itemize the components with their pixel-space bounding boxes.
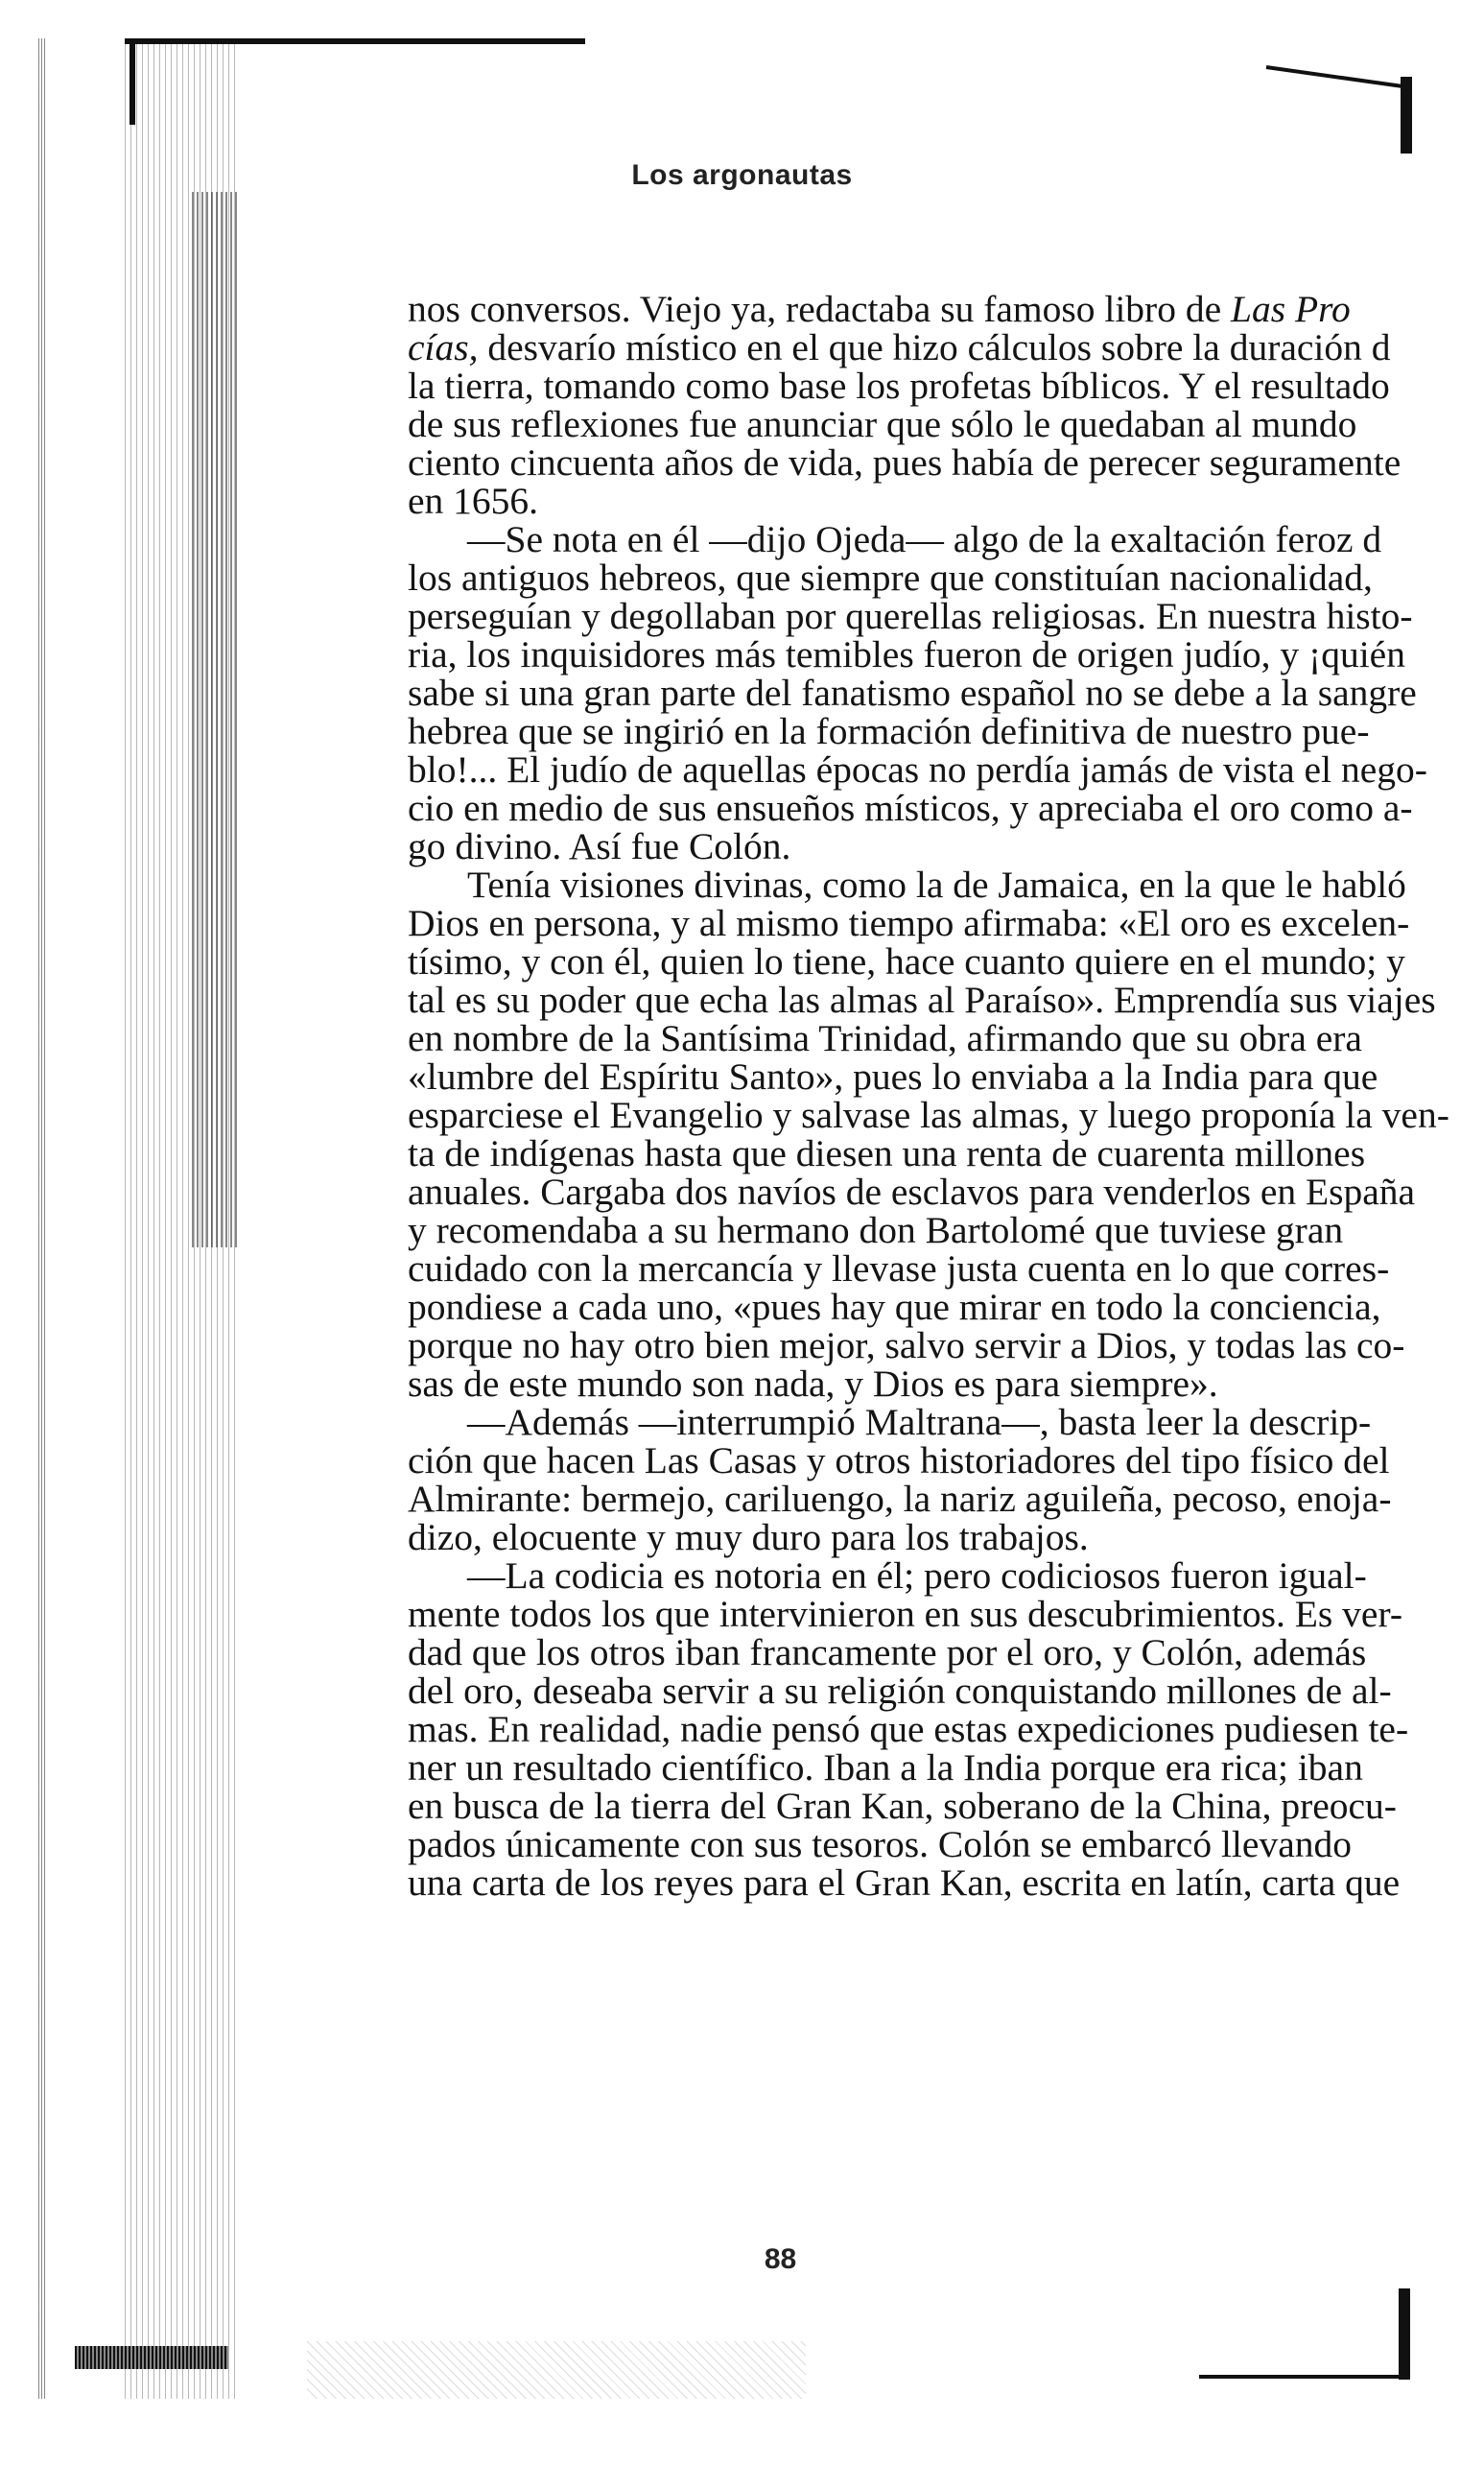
text-line: en nombre de la Santísima Trinidad, afirmando que su obra era xyxy=(408,1017,1362,1059)
text-line: en busca de la tierra del Gran Kan, soberano de la China, preocu- xyxy=(408,1785,1397,1827)
running-header: Los argonautas xyxy=(631,159,853,191)
text-line: sabe si una gran parte del fanatismo español no se debe a la sangre xyxy=(408,672,1417,714)
text-line: blo!... El judío de aquellas épocas no perdía jamás de vista el nego- xyxy=(408,748,1427,791)
book-title-italic: cías, xyxy=(408,326,479,368)
text-line: —Además —interrumpió Maltrana—, basta leer la descrip- xyxy=(467,1401,1372,1443)
text-line: dad que los otros iban francamente por el oro, y Colón, además xyxy=(408,1631,1367,1673)
paragraph xyxy=(408,864,1449,1405)
text-line: porque no hay otro bien mejor, salvo servir a Dios, y todas las co- xyxy=(408,1324,1405,1366)
text-line: ria, los inquisidores más temibles fueron de origen judío, y ¡quién xyxy=(408,633,1405,676)
scan-edge-shadow xyxy=(192,192,240,1247)
page-number: 88 xyxy=(764,2243,797,2275)
text-line: ta de indígenas hasta que diesen una renta de cuarenta millones xyxy=(408,1132,1366,1174)
text-line xyxy=(408,290,1396,328)
text-segment: desvarío místico en el que hizo cálculos sobre la duración d xyxy=(478,326,1391,368)
text-line: —Se nota en él —dijo Ojeda— algo de la exaltación feroz d xyxy=(467,518,1382,560)
text-line: perseguían y degollaban por querellas religiosas. En nuestra histo- xyxy=(408,595,1413,637)
text-line: Tenía visiones divinas, como la de Jamaica, en la que le habló xyxy=(467,864,1406,906)
text-line: en 1656. xyxy=(408,480,539,522)
text-line: ner un resultado científico. Iban a la India porque era rica; iban xyxy=(408,1746,1363,1789)
text-line: de sus reflexiones fue anunciar que sólo le quedaban al mundo xyxy=(408,403,1357,445)
crop-mark-top-right xyxy=(1401,77,1412,154)
crop-mark-top-left xyxy=(125,38,585,44)
scan-noise xyxy=(307,2341,806,2399)
text-line: mas. En realidad, nadie pensó que estas expediciones pudiesen te- xyxy=(408,1708,1409,1750)
text-line: go divino. Así fue Colón. xyxy=(408,825,791,867)
text-line: sas de este mundo son nada, y Dios es para siempre». xyxy=(408,1363,1218,1405)
crop-mark-bottom-right xyxy=(1399,2288,1410,2380)
text-line: Dios en persona, y al mismo tiempo afirmaba: «El oro es excelen- xyxy=(408,902,1410,944)
text-line: mente todos los que intervinieron en sus descubrimientos. Es ver- xyxy=(408,1593,1402,1635)
paragraph xyxy=(408,1403,1396,1556)
text-line: cio en medio de sus ensueños místicos, y apreciaba el oro como a- xyxy=(408,787,1413,829)
crop-mark-bottom-right xyxy=(1199,2375,1410,2379)
book-title-italic: Las Pro xyxy=(1231,288,1351,330)
text-line: cuidado con la mercancía y llevase justa cuenta en lo que corres- xyxy=(408,1247,1390,1290)
text-line: tal es su poder que echa las almas al Paraíso». Emprendía sus viajes xyxy=(408,979,1436,1021)
text-line: pados únicamente con sus tesoros. Colón se embarcó llevando xyxy=(408,1823,1352,1865)
text-line: —La codicia es notoria en él; pero codiciosos fueron igual- xyxy=(467,1554,1367,1597)
text-line xyxy=(408,328,1396,367)
text-line: los antiguos hebreos, que siempre que constituían nacionalidad, xyxy=(408,557,1373,599)
text-line: dizo, elocuente y muy duro para los trabajos. xyxy=(408,1516,1089,1558)
text-line: tísimo, y con él, quien lo tiene, hace cuanto quiere en el mundo; y xyxy=(408,940,1405,983)
paragraph xyxy=(408,1554,1409,1904)
scan-edge-shadow xyxy=(75,2346,228,2369)
text-segment: nos conversos. Viejo ya, redactaba su famoso libro de xyxy=(408,288,1231,330)
text-line: ciento cincuenta años de vida, pues había de perecer seguramente xyxy=(408,441,1402,484)
paragraph xyxy=(408,288,1402,522)
crop-mark-top-right xyxy=(1266,65,1409,89)
page-body xyxy=(408,288,1449,1904)
text-line: esparciese el Evangelio y salvase las almas, y luego proponía la ven- xyxy=(408,1094,1449,1136)
text-line: hebrea que se ingirió en la formación definitiva de nuestro pue- xyxy=(408,710,1370,752)
paragraph xyxy=(408,518,1427,867)
text-line: pondiese a cada uno, «pues hay que mirar en todo la conciencia, xyxy=(408,1286,1381,1328)
crop-mark-top-left xyxy=(130,38,135,125)
text-line: y recomendaba a su hermano don Bartolomé que tuviese gran xyxy=(408,1209,1344,1251)
text-line: del oro, deseaba servir a su religión conquistando millones de al- xyxy=(408,1670,1392,1712)
text-line: anuales. Cargaba dos navíos de esclavos para venderlos en España xyxy=(408,1171,1416,1213)
text-line: una carta de los reyes para el Gran Kan, escrita en latín, carta que xyxy=(408,1861,1401,1904)
text-line: Almirante: bermejo, cariluengo, la nariz aguileña, pecoso, enoja- xyxy=(408,1478,1392,1520)
text-line: la tierra, tomando como base los profetas bíblicos. Y el resultado xyxy=(408,365,1390,407)
scan-edge-shadow xyxy=(38,38,46,2399)
text-line: ción que hacen Las Casas y otros historiadores del tipo físico del xyxy=(408,1439,1390,1481)
text-line: «lumbre del Espíritu Santo», pues lo enviaba a la India para que xyxy=(408,1055,1378,1098)
